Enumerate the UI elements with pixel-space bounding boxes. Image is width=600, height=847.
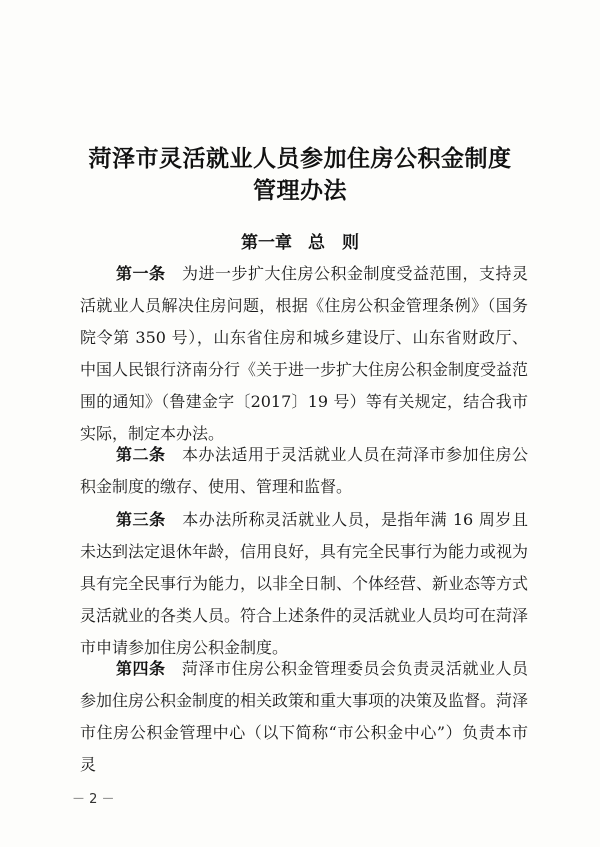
document-title-line-1: 菏泽市灵活就业人员参加住房公积金制度 [88, 145, 512, 172]
article-3 [80, 504, 528, 664]
article-1-label: 第一条 [116, 264, 166, 283]
article-1 [80, 258, 528, 450]
article-2 [80, 439, 528, 503]
chapter-heading [0, 228, 600, 253]
article-1-text: 为进一步扩大住房公积金制度受益范围，支持灵活就业人员解决住房问题，根据《住房公积金管理条例》（国务院令第 350 号），山东省住房和城乡建设厅、山东省财政厅、中国人民银行济南分行《关于进一步扩大住房公积金制度受益范围的通知》（鲁建金字〔2017〕19 号）等有关规定，结合我市实际，制定本办法。 [80, 264, 529, 443]
article-3-label: 第三条 [116, 510, 166, 529]
article-4-text: 菏泽市住房公积金管理委员会负责灵活就业人员参加住房公积金制度的相关政策和重大事项的决策及监督。菏泽市住房公积金管理中心（以下简称“市公积金中心”）负责本市灵 [80, 659, 529, 774]
article-4 [80, 653, 528, 781]
chapter-number: 第一章 [241, 233, 292, 253]
document-title-line-2: 管理办法 [253, 177, 347, 204]
page-number: － 2 － [72, 792, 115, 807]
article-4-label: 第四条 [116, 659, 166, 678]
chapter-name: 总 则 [308, 233, 359, 253]
article-2-text: 本办法适用于灵活就业人员在菏泽市参加住房公积金制度的缴存、使用、管理和监督。 [80, 445, 528, 496]
article-3-text: 本办法所称灵活就业人员，是指年满 16 周岁且未达到法定退休年龄，信用良好，具有完全民事行为能力或视为具有完全民事行为能力，以非全日制、个体经营、新业态等方式灵活就业的各类人员。符合上述条件的灵活就业人员均可在菏泽市申请参加住房公积金制度。 [80, 510, 529, 657]
article-2-label: 第二条 [116, 445, 166, 464]
